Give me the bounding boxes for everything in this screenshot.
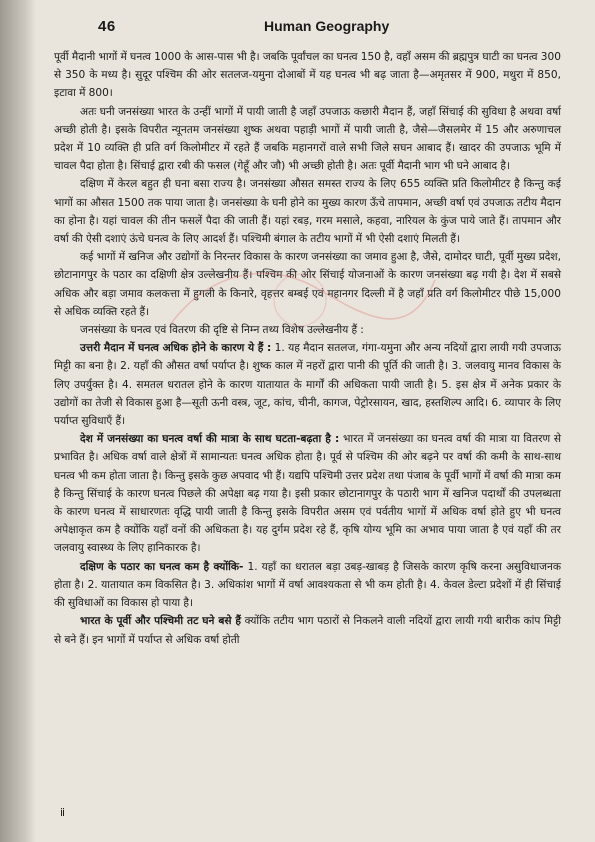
paragraph-4	[54, 248, 561, 321]
paragraph-text: अतः घनी जनसंख्या भारत के उन्हीं भागों में पायी जाती है जहाँ उपजाऊ कछारी मैदान हैं, जहाँ सिंचाई की सुविधा है अथवा वर्षा अच्छी होती है। इसके विपरीत न्यूनतम जनसंख्या शुष्क अथवा पहाड़ी भागों में पायी जाती है, जैसे—जैसलमेर में 15 और अरुणाचल प्रदेश में 10 व्यक्ति ही प्रति वर्ग किलोमीटर में रहते हैं जबकि महानगरों वाले सभी जिले सघन आबाद हैं। खादर की उपजाऊ भूमि में चावल पैदा होता है। सिंचाई द्वारा रबी की फसल (गेहूँ और जौ) भी अच्छी होती है। अतः पूर्वी मैदानी भाग भी घने आबाद है।	[54, 105, 561, 173]
paragraph-text: 1. यह मैदान सतलज, गंगा-यमुना और अन्य नदियों द्वारा लायी गयी उपजाऊ मिट्टी का बना है। 2. यहाँ की औसत वर्षा पर्याप्त है। शुष्क काल में नहरों द्वारा पानी की पूर्ति की जाती है। 3. जलवायु मानव विकास के लिए उपर्युक्त है। 4. समतल धरातल होने के कारण यातायात के मार्गों की अधिकता पायी जाती है। 5. इस क्षेत्र में अनेक प्रकार के उद्योगों का तेजी से विकास हुआ है—सूती ऊनी वस्त्र, जूट, कांच, चीनी, कागज, पेट्रोरसायन, खाद, हस्तशिल्प आदि। 6. व्यापार के लिए पर्याप्त सुविधाएँ हैं।	[54, 342, 562, 428]
margin-mark: ⅱ	[60, 806, 66, 819]
paragraph-text: दक्षिण में केरल बहुत ही घना बसा राज्य है। जनसंख्या औसत समस्त राज्य के लिए 655 व्यक्ति प्रति किलोमीटर है किन्तु कई भागों का औसत 1500 तक पाया जाता है। जनसंख्या के घनी होने का मुख्य कारण ऊँचे तापमान, अच्छी वर्षा एवं उपजाऊ तटीय मैदान का होना है। यहां चावल की तीन फसलें पैदा की जाती हैं। यहां रबड़, गरम मसाले, कहवा, नारियल के कुंज पाये जाते हैं। तापमान और वर्षा की ऐसी दशाएं ऊंचे घनत्व के लिए आदर्श हैं। पश्चिमी बंगाल के तटीय भागों में भी ऐसी दशाएं मिलती हैं।	[54, 178, 561, 246]
text-body	[54, 48, 561, 649]
paragraph-9	[54, 612, 561, 648]
paragraph-lead: उत्तरी मैदान में घनत्व अधिक होने के कारण ये हैं :	[80, 342, 272, 355]
paragraph-lead: दक्षिण के पठार का घनत्व कम है क्योंकि-	[80, 560, 244, 573]
paragraph-5	[54, 321, 561, 339]
book-title: Human Geography	[264, 18, 390, 34]
paragraph-lead: देश में जनसंख्या का घनत्व वर्षा की मात्रा के साथ घटता-बढ़ता है :	[80, 433, 340, 446]
paragraph-text: क्योंकि तटीय भाग पठारों से निकलने वाली नदियों द्वारा लायी गयी बारीक कांप मिट्टी से बने हैं। इन भागों में पर्याप्त से अधिक वर्षा होती	[54, 615, 561, 646]
paragraph-text: कई भागों में खनिज और उद्योगों के निरन्तर विकास के कारण जनसंख्या का जमाव हुआ है, जैसे, दामोदर घाटी, पूर्वी मुख्य प्रदेश, छोटानागपुर के पठार का दक्षिणी क्षेत्र उल्लेखनीय हैं। पश्चिम की ओर सिंचाई योजनाओं के कारण जनसंख्या बढ़ गयी है। देश में सबसे अधिक और बड़ा जमाव कलकत्ता में हुगली के किनारे, वृहत्तर बम्बई एवं महानगर दिल्ली में है जहाँ प्रति वर्ग किलोमीटर पीछे 15,000 से अधिक व्यक्ति रहते हैं।	[54, 251, 561, 318]
paragraph-lead: भारत के पूर्वी और पश्चिमी तट घने बसे हैं	[80, 615, 242, 628]
paragraph-7	[54, 430, 561, 557]
paragraph-2	[54, 103, 561, 176]
paragraph-text: पूर्वी मैदानी भागों में घनत्व 1000 के आस-पास भी है। जबकि पूर्वांचल का घनत्व 150 है, वहाँ असम की ब्रह्मपुत्र घाटी का घनत्व 300 से 350 के मध्य है। सुदूर पश्चिम की ओर सतलज-यमुना दोआबों में यह घनत्व भी बढ़ जाता है—अमृतसर में 900, मथुरा में 850, इटावा में 800।	[54, 51, 561, 100]
paragraph-text: भारत में जनसंख्या का घनत्व वर्षा की मात्रा या वितरण से प्रभावित है। अधिक वर्षा वाले क्षेत्रों में सामान्यतः घनत्व अधिक होता है। पूर्व से पश्चिम की ओर बढ़ने पर वर्षा की कमी के साथ-साथ घनत्व भी कम होता जाता है। किन्तु इसके कुछ अपवाद भी हैं। यद्यपि पश्चिमी उत्तर प्रदेश तथा पंजाब के पूर्वी भागों में वर्षा की मात्रा कम है किन्तु सिंचाई के कारण घनत्व पिछले की अपेक्षा बढ़ गया है। इसी प्रकार छोटानागपुर के पठारी भाग में खनिज पदार्थों की उपलब्धता के कारण घनत्व में साधारणतः वृद्धि पायी जाती है किन्तु इसके विपरीत असम एवं पर्वतीय भागों में अधिक वर्षा होते हुए भी घनत्व अपेक्षाकृत कम है क्योंकि यहाँ वनों की अधिकता है। यह दुर्गम प्रदेश रहे हैं, कृषि योग्य भूमि का अभाव पाया जाता है एवं यहाँ की तर जलवायु स्वास्थ्य के लिए हानिकारक है।	[54, 433, 562, 555]
paragraph-6	[54, 339, 561, 430]
paragraph-text: जनसंख्या के घनत्व एवं वितरण की दृष्टि से निम्न तथ्य विशेष उल्लेखनीय हैं :	[80, 324, 364, 337]
paragraph-text: 1. यहाँ का धरातल बड़ा उबड़-खाबड़ है जिसके कारण कृषि करना असुविधाजनक होता है। 2. यातायात कम विकसित है। 3. अधिकांश भागों में वर्षा आवश्यकता से भी कम होती है। 4. केवल डेल्टा प्रदेशों में ही सिंचाई की सुविधाओं का विकास हो पाया है।	[54, 560, 561, 610]
paragraph-1	[54, 48, 561, 103]
paragraph-8	[54, 558, 561, 613]
page-number: 46	[98, 18, 116, 35]
paragraph-3	[54, 175, 561, 248]
running-head	[54, 18, 561, 40]
binding-shadow	[0, 0, 36, 842]
